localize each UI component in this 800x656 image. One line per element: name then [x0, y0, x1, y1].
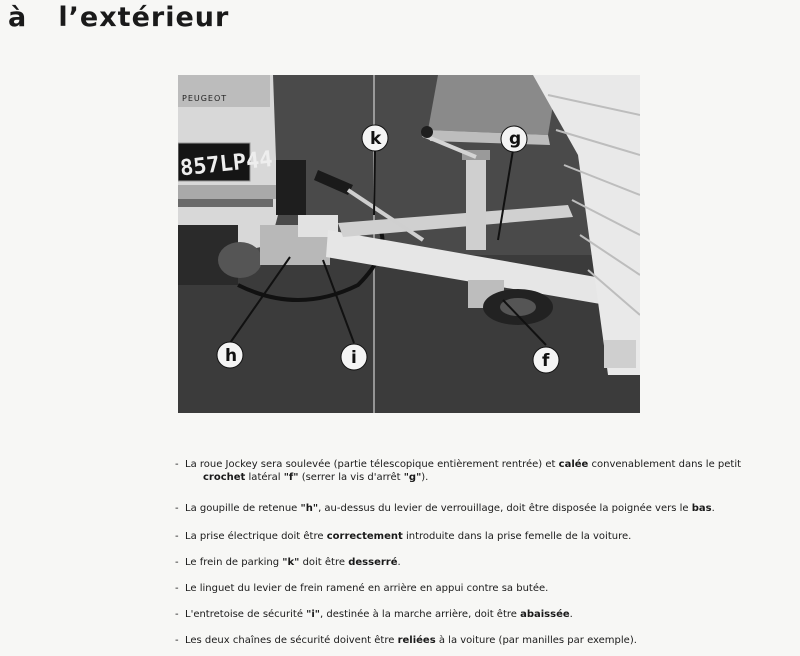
- text: La goupille de retenue: [185, 503, 298, 514]
- text: Le frein de parking: [185, 557, 280, 568]
- callout-k: k: [370, 129, 382, 149]
- callout-ref: "f": [283, 472, 299, 483]
- instruction-item-retaining-pin: [175, 502, 793, 515]
- instruction-item-safety-chains: [175, 634, 793, 647]
- instruction-item-safety-strut: [175, 608, 793, 621]
- text: .: [397, 557, 401, 568]
- instruction-item-brake-lever: [175, 582, 793, 595]
- instruction-list: [175, 458, 793, 647]
- emphasis: desserré: [348, 557, 398, 568]
- emphasis: calée: [558, 459, 589, 470]
- text: Le linguet du levier de frein ramené en arrière en appui contre sa butée.: [185, 583, 549, 594]
- text: latéral: [248, 472, 281, 483]
- text: doit être: [302, 557, 346, 568]
- car-brand-text: PEUGEOT: [182, 94, 228, 103]
- text: , au-dessus du levier de verrouillage, doit être disposée la poignée vers le: [318, 503, 689, 514]
- callout-ref: "h": [300, 503, 319, 514]
- text: .: [569, 609, 573, 620]
- emphasis: crochet: [203, 472, 246, 483]
- text: convenablement dans le petit: [591, 459, 742, 470]
- hitch-photo: [178, 75, 640, 413]
- text: .: [711, 503, 715, 514]
- license-plate-text: 857LP44: [178, 146, 274, 182]
- callout-ref: "g": [403, 472, 422, 483]
- callout-ref: "i": [306, 609, 321, 620]
- text: à la voiture (par manilles par exemple).: [438, 635, 637, 646]
- hitch-photo-illustration: [178, 75, 640, 413]
- emphasis: reliées: [397, 635, 436, 646]
- emphasis: correctement: [326, 531, 403, 542]
- callout-g: g: [509, 129, 522, 149]
- instruction-item-jockey-wheel: [175, 458, 793, 484]
- text: , destinée à la marche arrière, doit être: [320, 609, 517, 620]
- instruction-item-electric-plug: [175, 530, 793, 543]
- text: La prise électrique doit être: [185, 531, 324, 542]
- text: Les deux chaînes de sécurité doivent être: [185, 635, 395, 646]
- text: introduite dans la prise femelle de la voiture.: [405, 531, 632, 542]
- emphasis: bas: [691, 503, 712, 514]
- callout-f: f: [542, 351, 550, 371]
- callout-ref: "k": [282, 557, 300, 568]
- text: L'entretoise de sécurité: [185, 609, 303, 620]
- callout-h: h: [225, 346, 238, 366]
- text: ).: [421, 472, 429, 483]
- emphasis: abaissée: [520, 609, 570, 620]
- callout-i: i: [351, 348, 357, 368]
- text: (serrer la vis d'arrêt: [301, 472, 401, 483]
- instruction-item-parking-brake: [175, 556, 793, 569]
- text: La roue Jockey sera soulevée (partie télescopique entièrement rentrée) et: [185, 459, 556, 470]
- page-heading: à l’extérieur: [8, 2, 230, 33]
